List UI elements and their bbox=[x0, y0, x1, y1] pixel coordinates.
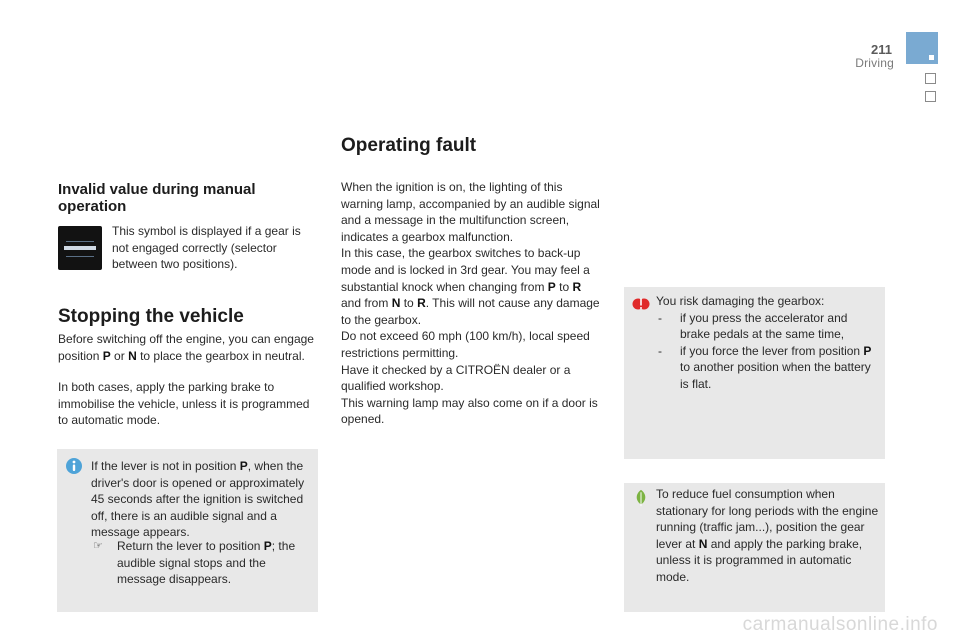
watermark: carmanualsonline.info bbox=[742, 614, 938, 635]
chapter-tab[interactable] bbox=[925, 73, 936, 84]
eco-tip-text: To reduce fuel consumption when stationary for long periods with the engine running (traffic jam...), position the gear lever at N and apply the parking brake, unless it is programmed in automatic mode. bbox=[656, 487, 879, 584]
page-number: 211 bbox=[871, 42, 892, 57]
stopping-paragraph-2: In both cases, apply the parking brake to immobilise the vehicle, unless it is programmed to automatic mode. bbox=[58, 380, 310, 428]
info-box-bullet: ☞ Return the lever to position P; the audible signal stops and the message disappears. bbox=[93, 539, 296, 587]
warning-intro: You risk damaging the gearbox: bbox=[656, 294, 825, 308]
operating-fault-heading: Operating fault bbox=[341, 135, 477, 156]
stopping-paragraph-1: Before switching off the engine, you can engage position P or N to place the gearbox in neutral. bbox=[58, 332, 314, 363]
section-name: Driving bbox=[855, 56, 894, 70]
fault-paragraph-4: Have it checked by a CITROËN dealer or a qualified workshop. bbox=[341, 362, 571, 394]
operating-fault-text bbox=[341, 179, 601, 428]
gear-selector-symbol-icon bbox=[58, 226, 102, 270]
invalid-value-heading: Invalid value during manual operation bbox=[58, 181, 256, 215]
warning-item-1: - if you press the accelerator and brake pedals at the same time, bbox=[658, 310, 848, 342]
warning-list bbox=[656, 310, 880, 393]
warning-box bbox=[624, 287, 885, 459]
warning-icon bbox=[632, 295, 650, 313]
fault-paragraph-2: In this case, the gearbox switches to back-up mode and is locked in 3rd gear. You may feel a substantial knock when changing from P to R and from N to R. This will not cause any damage to the gearbox. bbox=[341, 246, 600, 327]
chapter-tab-active[interactable] bbox=[906, 32, 938, 64]
warning-item-2: - if you force the lever from position P to another position when the battery is flat. bbox=[658, 343, 872, 391]
leaf-icon bbox=[632, 489, 650, 507]
info-icon bbox=[65, 457, 83, 475]
warning-box-text bbox=[656, 293, 880, 393]
chapter-tab[interactable] bbox=[925, 91, 936, 102]
stopping-heading: Stopping the vehicle bbox=[58, 306, 244, 327]
invalid-value-text: This symbol is displayed if a gear is not engaged correctly (selector between two positions). bbox=[112, 224, 301, 272]
info-box bbox=[57, 449, 318, 612]
fault-paragraph-5: This warning lamp may also come on if a door is opened. bbox=[341, 395, 598, 427]
info-box-text: If the lever is not in position P, when the driver's door is opened or approximately 45 seconds after the ignition is switched off, there is an audible signal and a message appears. bbox=[91, 459, 305, 540]
fault-paragraph-1: When the ignition is on, the lighting of this warning lamp, accompanied by an audible signal and a message in the multifunction screen, indicates a gearbox malfunction. bbox=[341, 180, 600, 244]
fault-paragraph-3: Do not exceed 60 mph (100 km/h), local speed restrictions permitting. bbox=[341, 329, 590, 360]
eco-tip-box bbox=[624, 483, 885, 612]
pointing-hand-icon: ☞ bbox=[93, 540, 103, 552]
